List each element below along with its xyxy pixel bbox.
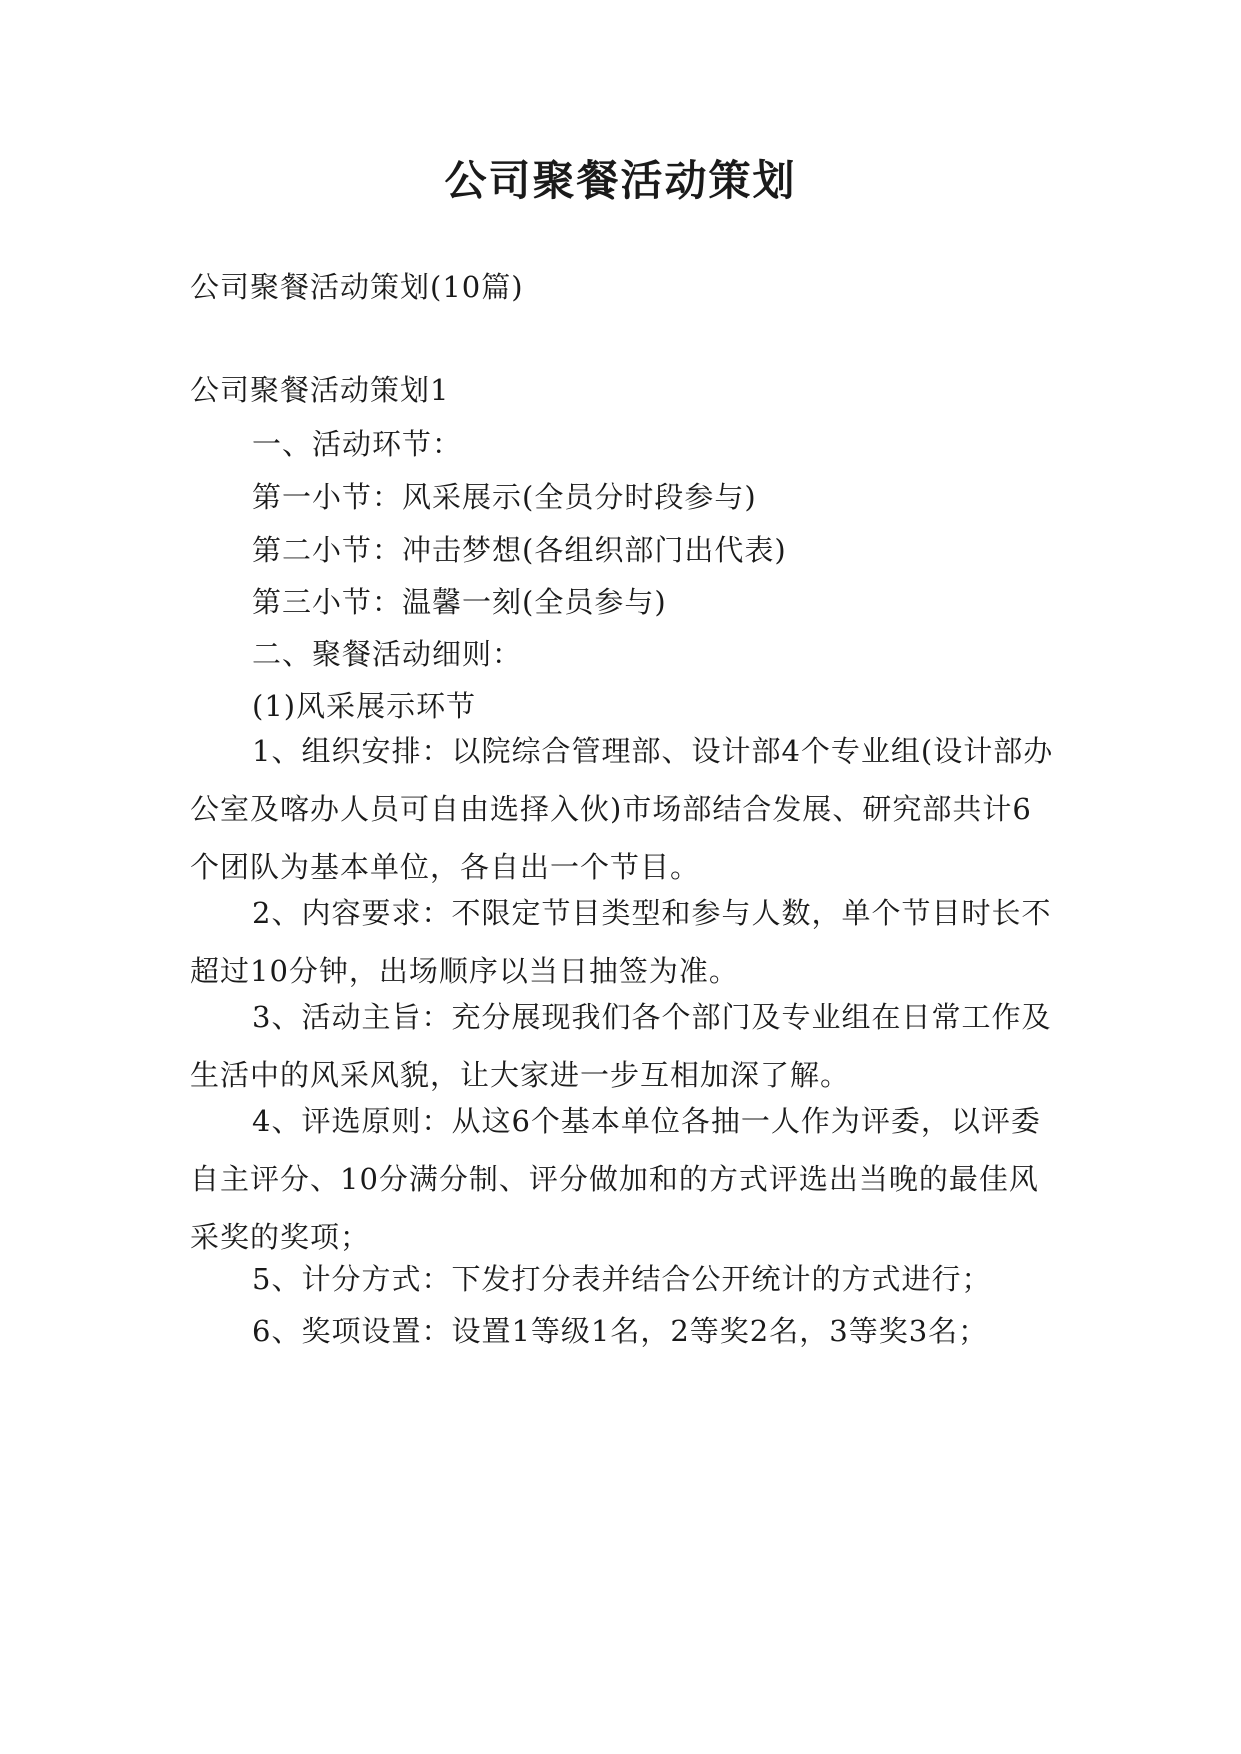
paragraph-awards: 6、奖项设置：设置1等级1名，2等奖2名，3等奖3名； — [252, 1314, 989, 1348]
segment-1: 第一小节：风采展示(全员分时段参与) — [252, 480, 757, 514]
paragraph-scoring: 5、计分方式：下发打分表并结合公开统计的方式进行； — [252, 1262, 992, 1296]
part-two-heading: 二、聚餐活动细则： — [252, 637, 523, 671]
segment-3: 第三小节：温馨一刻(全员参与) — [252, 585, 667, 619]
paragraph-judging: 4、评选原则：从这6个基本单位各抽一人作为评委，以评委自主评分、10分满分制、评分做加和的方式评选出当晚的最佳风采奖的奖项； — [190, 1104, 1041, 1254]
part-one-heading: 一、活动环节： — [252, 427, 463, 461]
subsection-heading: (1)风采展示环节 — [252, 689, 477, 723]
paragraph-organization: 1、组织安排：以院综合管理部、设计部4个专业组(设计部办公室及喀办人员可自由选择入伙)市场部结合发展、研究部共计6个团队为基本单位，各自出一个节目。 — [190, 734, 1054, 884]
section-heading: 公司聚餐活动策划1 — [190, 373, 450, 407]
document-subtitle: 公司聚餐活动策划(10篇) — [190, 270, 524, 304]
paragraph-content-requirements: 2、内容要求：不限定节目类型和参与人数，单个节目时长不超过10分钟，出场顺序以当日抽签为准。 — [190, 896, 1052, 988]
segment-2: 第二小节：冲击梦想(各组织部门出代表) — [252, 533, 787, 567]
paragraph-purpose: 3、活动主旨：充分展现我们各个部门及专业组在日常工作及生活中的风采风貌，让大家进一步互相加深了解。 — [190, 1000, 1052, 1092]
document-title: 公司聚餐活动策划 — [444, 156, 797, 205]
